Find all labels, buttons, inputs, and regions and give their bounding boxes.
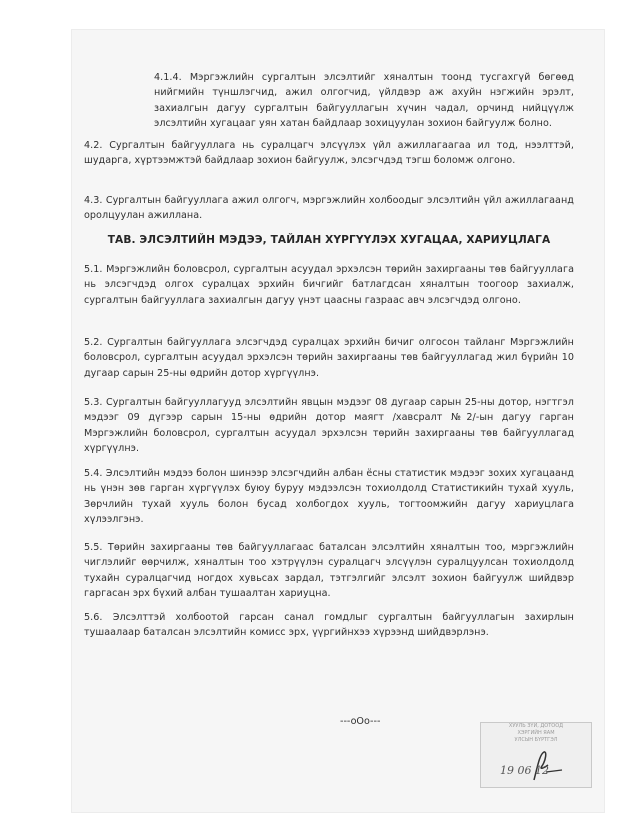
paragraph-5-3 xyxy=(84,395,574,457)
closing-mark: ---oOo--- xyxy=(340,716,381,727)
paragraph-5-6 xyxy=(84,610,574,641)
paragraph-text: 4.3. Сургалтын байгууллага ажил олгогч, мэргэжлийн холбоодыг элсэлтийн үйл ажиллагаанд оролцуулан ажиллана. xyxy=(84,195,574,222)
stamp-line: ХЭРГИЙН ЯАМ xyxy=(517,730,555,736)
paragraph-5-4 xyxy=(84,466,574,528)
paragraph-text: 4.1.4. Мэргэжлийн сургалтын элсэлтийг хяналтын тоонд тусгахгүй бөгөөд нийгмийн түншлэгчид, ажил олгогчид, үйлдвэр аж ахуйн нэгжийн эрэлт, захиалгын дагуу сургалтын байгууллагын хүчин чадал, орчинд нийцүүлж элсэлтийн хугацааг уян хатан байдлаар зохицуулан зохион байгуулж болно. xyxy=(154,72,574,130)
paragraph-text: 5.6. Элсэлттэй холбоотой гарсан санал гомдлыг сургалтын байгууллагын захирлын тушаалаар баталсан элсэлтийн комисс эрх, үүргийнхээ хүрээнд шийдвэрлэнэ. xyxy=(84,612,574,639)
paragraph-4-2 xyxy=(84,138,574,169)
paragraph-5-2 xyxy=(84,335,574,381)
paragraph-text: 5.3. Сургалтын байгууллагууд элсэлтийн явцын мэдээг 08 дугаар сарын 25-ны дотор, нэгтгэл мэдээг 09 дүгээр сарын 15-ны өдрийн дотор маягт /хавсралт №2/-ын дагуу гарган Мэргэжлийн боловсрол, сургалтын асуудал эрхэлсэн төрийн захиргааны төв байгууллагад хүргүүлнэ. xyxy=(84,397,574,455)
paragraph-text: 5.1. Мэргэжлийн боловсрол, сургалтын асуудал эрхэлсэн төрийн захиргааны төв байгууллага нь элсэгчдэд олгох суралцах эрхийн бичгийг батлагдсан хяналтын тоогоор захиалж, сургалтын байгууллага захиалгын дагуу үнэт цаасны газраас авч элсэгчдэд олгоно. xyxy=(84,264,574,306)
paragraph-text: 5.5. Төрийн захиргааны төв байгууллагаас баталсан элсэлтийн хяналтын тоо, мэргэжлийн чиглэлийг өөрчилж, хяналтын тоо хэтрүүлэн суралцагч элсүүлэн суралцуулсан тохиолдолд тухайн суралцагчид ногдох хувьсах зардал, тэтгэлгийг элсэлт зохион байгуулж шийдвэр гаргасан эрх бүхий албан тушаалтан хариуцна. xyxy=(84,542,574,600)
paragraph-5-5 xyxy=(84,540,574,602)
paragraph-text: 4.2. Сургалтын байгууллага нь суралцагч элсүүлэх үйл ажиллагаагаа ил тод, нээлттэй, шударга, хүртээмжтэй байдлаар зохион байгуулж, элсэгчдэд тэгш боломж олгоно. xyxy=(84,140,574,167)
paragraph-text: 5.4. Элсэлтийн мэдээ болон шинээр элсэгчдийн албан ёсны статистик мэдээг зохих хугацаанд нь үнэн зөв гарган хүргүүлэх буюу буруу мэдээлсэн тохиолдолд Статистикийн тухай хууль, Зөрчлийн тухай хууль болон бусад холбогдох хууль, тогтоомжийн дагуу хариуцлага хүлээлгэнэ. xyxy=(84,468,574,526)
paragraph-4-3 xyxy=(84,193,574,224)
paragraph-5-1 xyxy=(84,262,574,308)
paragraph-text: 5.2. Сургалтын байгууллага элсэгчдэд суралцах эрхийн бичиг олгосон тайланг Мэргэжлийн боловсрол, сургалтын асуудал эрхэлсэн төрийн захиргааны төв байгууллагад жил бүрийн 10 дугаар сарын 25-ны өдрийн дотор хүргүүлнэ. xyxy=(84,337,574,379)
handwritten-date: 19 06 12 xyxy=(500,764,549,777)
section-heading: ТАВ. ЭЛСЭЛТИЙН МЭДЭЭ, ТАЙЛАН ХҮРГҮҮЛЭХ ХУГАЦАА, ХАРИУЦЛАГА xyxy=(107,234,551,246)
paragraph-4-1-4 xyxy=(154,70,574,132)
stamp-line: ХУУЛЬ ЗҮЙ, ДОТООД xyxy=(508,723,564,729)
stamp-line: УЛСЫН БҮРТГЭЛ xyxy=(514,737,558,743)
